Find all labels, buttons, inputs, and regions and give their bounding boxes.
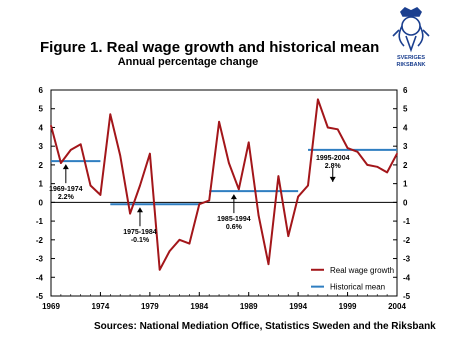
- y-tick-label-right: 1: [403, 179, 408, 189]
- real-wage-point: [179, 239, 181, 241]
- real-wage-point: [129, 213, 131, 215]
- real-wage-point: [386, 172, 388, 174]
- source-note: Sources: National Mediation Office, Statistics Sweden and the Riksbank: [94, 321, 436, 332]
- annotation-value: -0.1%: [130, 237, 150, 245]
- annotation-period: 1985-1994: [217, 216, 251, 224]
- y-tick-label-left: 1: [38, 179, 43, 189]
- real-wage-point: [367, 164, 369, 166]
- y-tick-label-left: 3: [38, 142, 43, 152]
- x-tick-label: 1994: [289, 302, 308, 311]
- y-tick-label-right: -4: [403, 273, 411, 283]
- real-wage-point: [198, 203, 200, 205]
- annotation-value: 2.2%: [57, 194, 74, 202]
- y-tick-label-right: 6: [403, 86, 408, 95]
- real-wage-point: [347, 147, 349, 149]
- y-tick-label-right: -3: [403, 254, 411, 264]
- y-tick-label-right: 4: [403, 123, 408, 133]
- y-tick-label-right: 5: [403, 104, 408, 114]
- annotation-arrowhead: [330, 177, 336, 182]
- logo-text-line-2: RIKSBANK: [396, 62, 426, 68]
- y-tick-label-left: -4: [35, 273, 43, 283]
- annotation-period: 1969-1974: [49, 186, 83, 194]
- real-wage-point: [218, 121, 220, 123]
- y-tick-label-left: -1: [35, 217, 43, 227]
- logo-text-line-1: SVERIGES: [396, 55, 426, 61]
- y-tick-label-left: -5: [35, 292, 43, 301]
- x-tick-label: 1974: [91, 302, 110, 311]
- chart-subtitle: Annual percentage change: [117, 56, 259, 68]
- real-wage-point: [376, 166, 378, 168]
- y-tick-label-right: -2: [403, 235, 411, 245]
- legend: [311, 266, 394, 292]
- real-wage-point: [268, 263, 270, 265]
- real-wage-point: [80, 144, 82, 146]
- x-tick-label: 1999: [338, 302, 357, 311]
- real-wage-point: [357, 151, 359, 153]
- chart-axes: [36, 86, 411, 311]
- real-wage-point: [327, 127, 329, 129]
- real-wage-point: [278, 175, 280, 177]
- annotation-period: 1995-2004: [316, 154, 350, 162]
- real-wage-line: [51, 99, 397, 269]
- y-tick-label-right: -5: [403, 292, 411, 301]
- x-tick-label: 1984: [190, 302, 209, 311]
- annotations: [49, 155, 349, 244]
- real-wage-point: [238, 188, 240, 190]
- y-tick-label-right: 2: [403, 160, 408, 170]
- real-wage-point: [139, 185, 141, 187]
- real-wage-point: [149, 153, 151, 155]
- real-wage-point: [297, 196, 299, 198]
- y-tick-label-left: 6: [38, 86, 43, 95]
- x-tick-label: 2004: [388, 302, 406, 311]
- y-tick-label-left: 5: [38, 104, 43, 114]
- y-tick-label-left: 4: [38, 123, 43, 133]
- annotation-arrowhead: [63, 164, 69, 169]
- real-wage-point: [228, 162, 230, 164]
- real-wage-point: [50, 125, 52, 127]
- real-wage-point: [317, 99, 319, 101]
- y-tick-label-left: -3: [35, 254, 43, 264]
- real-wage-point: [307, 185, 309, 187]
- real-wage-point: [189, 243, 191, 245]
- y-tick-label-left: 2: [38, 160, 43, 170]
- legend-label-real-wage: Real wage growth: [330, 265, 395, 275]
- x-tick-label: 1969: [42, 302, 60, 311]
- real-wage-point: [396, 153, 398, 155]
- annotation-arrowhead: [231, 194, 237, 199]
- annotation-value: 2.8%: [324, 162, 341, 170]
- annotation-value: 0.6%: [225, 224, 242, 232]
- y-tick-label-left: -2: [35, 235, 43, 245]
- annotation-arrowhead: [137, 207, 143, 212]
- chart-title: Figure 1. Real wage growth and historical mean: [40, 39, 380, 56]
- x-tick-label: 1989: [239, 302, 258, 311]
- real-wage-point: [159, 269, 161, 271]
- y-tick-label-right: 0: [403, 198, 408, 208]
- y-tick-label-right: -1: [403, 217, 411, 227]
- real-wage-point: [287, 235, 289, 237]
- real-wage-point: [337, 129, 339, 131]
- real-wage-point: [119, 155, 121, 157]
- real-wage-point: [60, 162, 62, 164]
- x-tick-label: 1979: [140, 302, 159, 311]
- annotation-period: 1975-1984: [123, 229, 157, 237]
- real-wage-series: [50, 99, 398, 271]
- real-wage-point: [169, 250, 171, 252]
- y-tick-label-left: 0: [38, 198, 43, 208]
- real-wage-point: [90, 185, 92, 187]
- legend-label-historical-mean: Historical mean: [330, 282, 386, 292]
- real-wage-point: [110, 114, 112, 116]
- real-wage-point: [248, 142, 250, 144]
- real-wage-point: [70, 149, 72, 151]
- real-wage-point: [100, 194, 102, 196]
- real-wage-point: [258, 215, 260, 217]
- real-wage-point: [208, 200, 210, 202]
- y-tick-label-right: 3: [403, 142, 408, 152]
